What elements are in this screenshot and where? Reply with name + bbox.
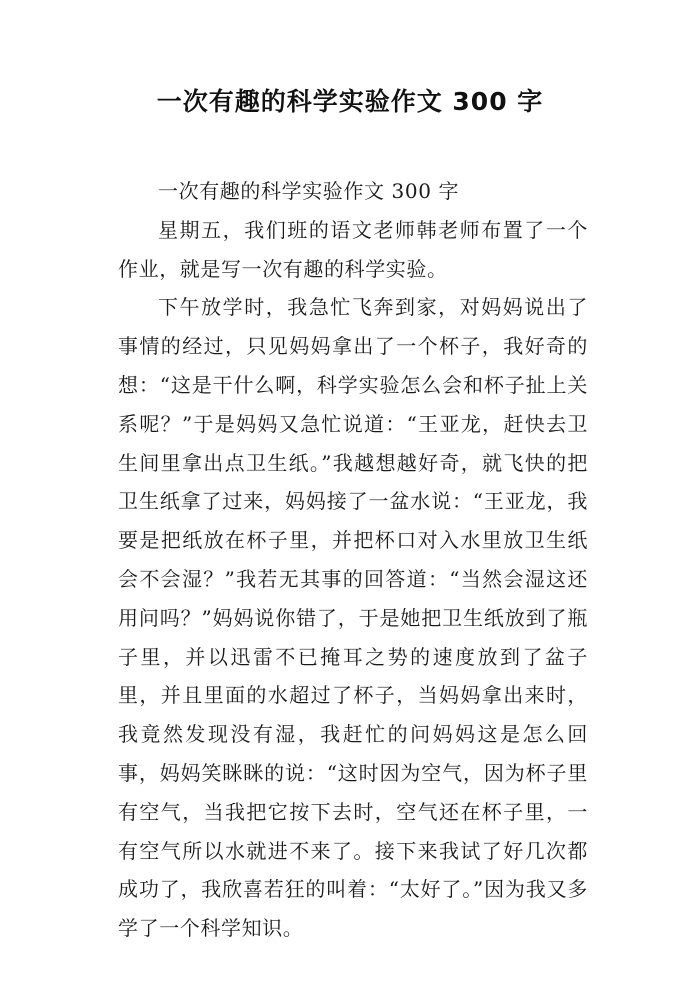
paragraph-story: 下午放学时，我急忙飞奔到家，对妈妈说出了事情的经过，只见妈妈拿出了一个杯子，我好奇的想：“这是干什么啊，科学实验怎么会和杯子扯上关系呢？”于是妈妈又急忙说道：“王亚龙，赶快去卫生间里拿出点卫生纸。”我越想越好奇，就飞快的把卫生纸拿了过来，妈妈接了一盆水说：“王亚龙，我要是把纸放在杯子里，并把杯口对入水里放卫生纸会不会湿？”我若无其事的回答道：“当然会湿这还用问吗？”妈妈说你错了，于是她把卫生纸放到了瓶子里，并以迅雷不已掩耳之势的速度放到了盆子里，并且里面的水超过了杯子，当妈妈拿出来时，我竟然发现没有湿，我赶忙的问妈妈这是怎么回事，妈妈笑眯眯的说：“这时因为空气，因为杯子里有空气，当我把它按下去时，空气还在杯子里，一有空气所以水就进不来了。接下来我试了好几次都成功了，我欣喜若狂的叫着：“太好了。”因为我又多学了一个科学知识。 <box>118 295 588 941</box>
paragraph-intro: 星期五，我们班的语文老师韩老师布置了一个作业，就是写一次有趣的科学实验。 <box>118 217 588 281</box>
document-body <box>118 172 588 948</box>
paragraph-heading: 一次有趣的科学实验作文 300 字 <box>158 179 460 203</box>
document-title: 一次有趣的科学实验作文 300 字 <box>156 87 544 116</box>
